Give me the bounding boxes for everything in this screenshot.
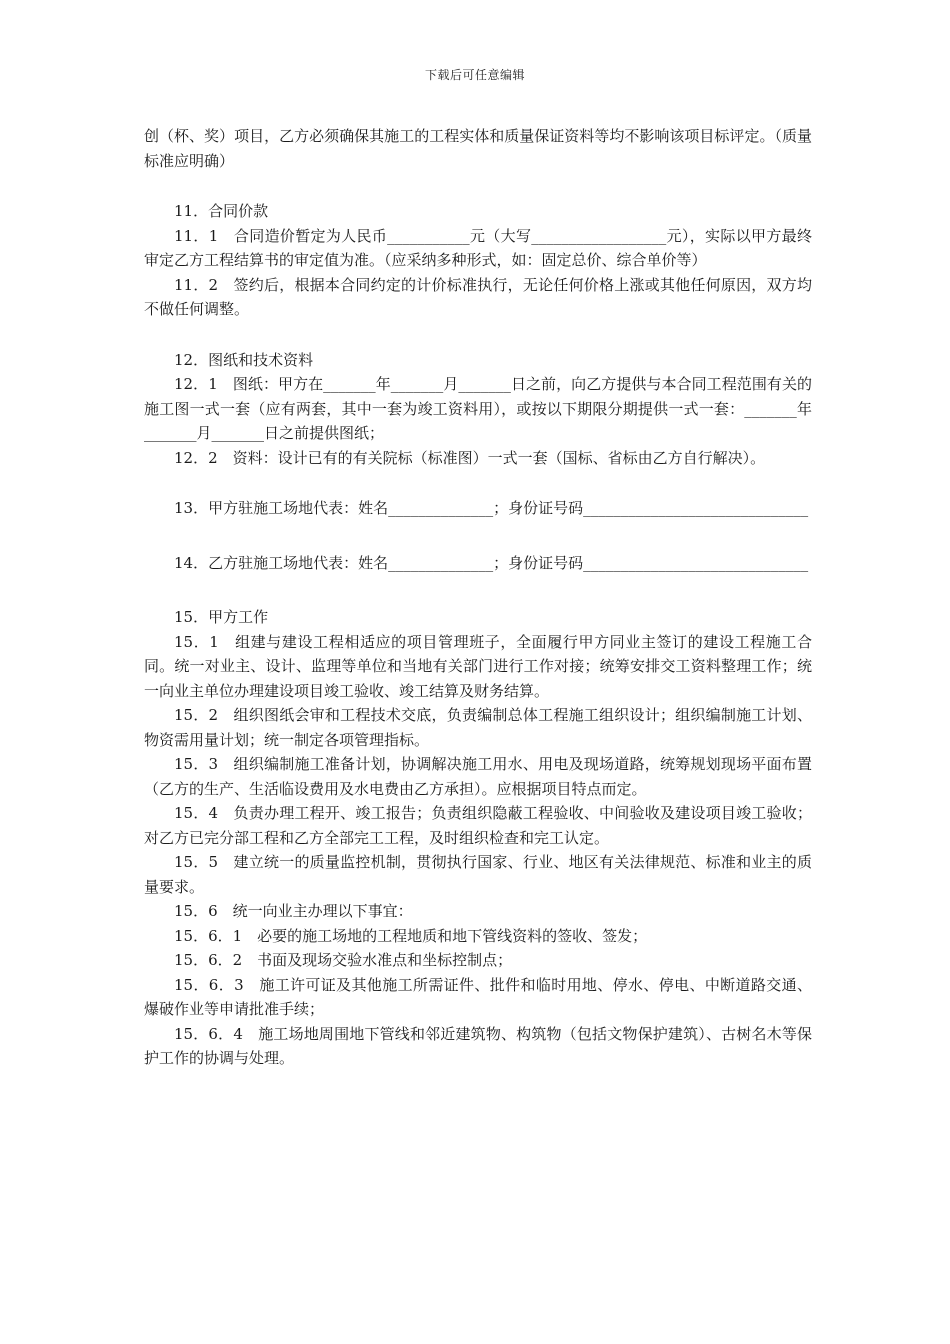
clause-12-2: 12．2 资料：设计已有的有关院标（标准图）一式一套（国标、省标由乙方自行解决）。 bbox=[174, 448, 766, 467]
clause-11-2: 11．2 签约后，根据本合同约定的计价标准执行，无论任何价格上涨或其他任何原因，双方均不做任何调整。 bbox=[144, 275, 812, 318]
section-11-heading: 11．合同价款 bbox=[174, 202, 269, 220]
clause-12-1: 12．1 图纸：甲方在_______年_______月_______日之前，向乙方提供与本合同工程范围有关的施工图一式一套（应有两套，其中一套为竣工资料用），或按以下期限分期提供一式一套：_______年_______月_______日之前提供图纸； bbox=[144, 375, 812, 442]
clause-15-3: 15．3 组织编制施工准备计划，协调解决施工用水、用电及现场道路，统筹规划现场平面布置（乙方的生产、生活临设费用及水电费由乙方承担）。应根据项目特点而定。 bbox=[144, 755, 812, 798]
clause-15-6-3: 15．6．3 施工许可证及其他施工所需证件、批件和临时用地、停水、停电、中断道路交通、爆破作业等申请批准手续； bbox=[144, 975, 812, 1018]
clause-15-6-2: 15．6．2 书面及现场交验水准点和坐标控制点； bbox=[174, 951, 513, 969]
clause-15-2: 15．2 组织图纸会审和工程技术交底，负责编制总体工程施工组织设计；组织编制施工计划、物资需用量计划；统一制定各项管理指标。 bbox=[144, 706, 812, 749]
clause-11-1: 11．1 合同造价暂定为人民币___________元（大写__________________元），实际以甲方最终审定乙方工程结算书的审定值为准。（应采纳多种形式，如：固定总价、综合单价等） bbox=[144, 226, 812, 269]
paragraph-quality-evaluation: 创（杯、奖）项目，乙方必须确保其施工的工程实体和质量保证资料等均不影响该项目标评定。（质量标准应明确） bbox=[144, 127, 812, 170]
clause-15-6-1: 15．6．1 必要的施工场地的工程地质和地下管线资料的签收、签发； bbox=[174, 926, 648, 945]
clause-15-1: 15．1 组建与建设工程相适应的项目管理班子，全面履行甲方同业主签订的建设工程施工合同。统一对业主、设计、监理等单位和当地有关部门进行工作对接；统筹安排交工资料整理工作；统一向业主单位办理建设项目竣工验收、竣工结算及财务结算。 bbox=[144, 632, 812, 700]
clause-15-6-4: 15．6．4 施工场地周围地下管线和邻近建筑物、构筑物（包括文物保护建筑）、古树名木等保护工作的协调与处理。 bbox=[144, 1024, 812, 1067]
clause-15-4: 15．4 负责办理工程开、竣工报告；负责组织隐蔽工程验收、中间验收及建设项目竣工验收；对乙方已完分部工程和乙方全部完工工程，及时组织检查和完工认定。 bbox=[144, 804, 812, 847]
clause-15-5: 15．5 建立统一的质量监控机制，贯彻执行国家、行业、地区有关法律规范、标准和业主的质量要求。 bbox=[144, 853, 812, 896]
page-header: 下载后可任意编辑 bbox=[424, 68, 525, 82]
document-body bbox=[144, 124, 812, 1071]
section-14-party-b-representative: 14．乙方驻施工场地代表：姓名______________；身份证号码______________________________ bbox=[174, 553, 809, 572]
section-13-party-a-representative: 13．甲方驻施工场地代表：姓名______________；身份证号码______________________________ bbox=[174, 499, 809, 517]
section-15-heading: 15．甲方工作 bbox=[174, 608, 269, 626]
section-12-heading: 12．图纸和技术资料 bbox=[174, 350, 314, 369]
clause-15-6: 15．6 统一向业主办理以下事宜： bbox=[174, 902, 413, 920]
